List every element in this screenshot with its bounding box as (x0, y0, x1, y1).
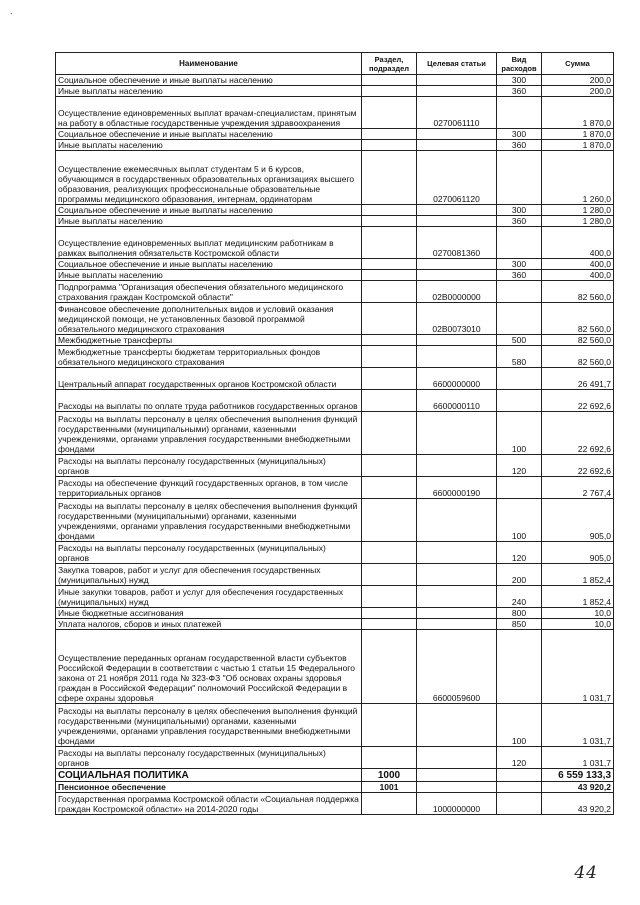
row-kind (497, 227, 542, 259)
row-kind: 850 (497, 619, 542, 630)
table-row (56, 499, 614, 542)
row-code (417, 270, 497, 281)
row-sum: 1 870,0 (542, 97, 614, 129)
row-section (362, 346, 417, 368)
row-kind (497, 368, 542, 390)
row-kind: 360 (497, 86, 542, 97)
table-row (56, 346, 614, 368)
row-kind: 500 (497, 335, 542, 346)
row-kind (497, 793, 542, 815)
row-sum: 1 260,0 (542, 151, 614, 205)
row-code (417, 205, 497, 216)
row-sum: 905,0 (542, 542, 614, 564)
row-sum: 2 767,4 (542, 477, 614, 499)
row-section (362, 747, 417, 769)
table-row (56, 542, 614, 564)
table-row (56, 227, 614, 259)
row-kind: 100 (497, 704, 542, 747)
table-row (56, 97, 614, 129)
row-name: Социальное обеспечение и иные выплаты населению (56, 259, 362, 270)
table-row (56, 303, 614, 335)
row-name: Расходы на выплаты персоналу в целях обеспечения выполнения функций государственными (муниципальными) органами, казенными учреждениями, органами управления государственными внебюджетными фондами (56, 704, 362, 747)
row-code (417, 586, 497, 608)
row-section (362, 368, 417, 390)
row-kind: 800 (497, 608, 542, 619)
row-section (362, 477, 417, 499)
table-row (56, 747, 614, 769)
budget-table (55, 52, 614, 815)
row-sum: 1 852,4 (542, 564, 614, 586)
page-number: 44 (574, 863, 598, 883)
row-section (362, 630, 417, 704)
row-sum: 1 280,0 (542, 205, 614, 216)
row-kind (497, 97, 542, 129)
row-code (417, 704, 497, 747)
row-section (362, 227, 417, 259)
header-section: Раздел, подраздел (362, 53, 417, 75)
row-code (417, 542, 497, 564)
row-section (362, 704, 417, 747)
row-sum: 1 870,0 (542, 129, 614, 140)
row-kind: 100 (497, 499, 542, 542)
row-section (362, 259, 417, 270)
row-code (417, 346, 497, 368)
row-sum: 400,0 (542, 270, 614, 281)
row-code: 0270061110 (417, 97, 497, 129)
row-section (362, 270, 417, 281)
row-name: Расходы на выплаты персоналу государственных (муниципальных) органов (56, 455, 362, 477)
row-kind: 580 (497, 346, 542, 368)
row-sum: 43 920,2 (542, 782, 614, 793)
row-code (417, 499, 497, 542)
row-section (362, 140, 417, 151)
row-section (362, 129, 417, 140)
row-code (417, 564, 497, 586)
row-name: Государственная программа Костромской области «Социальная поддержка граждан Костромской области» на 2014-2020 годы (56, 793, 362, 815)
row-code (417, 455, 497, 477)
row-section (362, 216, 417, 227)
row-sum: 10,0 (542, 608, 614, 619)
row-name: Социальное обеспечение и иные выплаты населению (56, 129, 362, 140)
row-sum: 1 031,7 (542, 704, 614, 747)
row-code: 02В0000000 (417, 281, 497, 303)
table-row (56, 281, 614, 303)
row-sum: 400,0 (542, 259, 614, 270)
row-name: Расходы на обеспечение функций государственных органов, в том числе территориальных органов (56, 477, 362, 499)
row-code (417, 86, 497, 97)
row-name: Подпрограмма "Организация обеспечения обязательного медицинского страхования граждан Костромской области" (56, 281, 362, 303)
table-row (56, 270, 614, 281)
row-section (362, 608, 417, 619)
row-section (362, 542, 417, 564)
row-name: СОЦИАЛЬНАЯ ПОЛИТИКА (56, 769, 362, 782)
row-code (417, 782, 497, 793)
table-row (56, 86, 614, 97)
table-row (56, 412, 614, 455)
table-row (56, 564, 614, 586)
row-kind: 120 (497, 542, 542, 564)
row-name: Расходы на выплаты персоналу государственных (муниципальных) органов (56, 747, 362, 769)
row-kind: 120 (497, 747, 542, 769)
table-row (56, 619, 614, 630)
row-name: Иные выплаты населению (56, 270, 362, 281)
row-code (417, 619, 497, 630)
row-code: 6600000000 (417, 368, 497, 390)
row-code (417, 335, 497, 346)
table-row (56, 368, 614, 390)
row-section (362, 205, 417, 216)
table-row (56, 129, 614, 140)
header-kind: Вид расходов (497, 53, 542, 75)
row-kind (497, 281, 542, 303)
row-sum: 82 560,0 (542, 335, 614, 346)
row-section (362, 793, 417, 815)
row-name: Расходы на выплаты по оплате труда работников государственных органов (56, 390, 362, 412)
row-name: Осуществление переданных органам государственной власти субъектов Российской Федерации в соответствии с частью 1 статьи 15 Федерального закона от 21 ноября 2011 года № 323-ФЗ "Об основах охраны здоровья граждан в Российской Федерации" полномочий Российской Федерации в сфере охраны здоровья (56, 630, 362, 704)
row-name: Центральный аппарат государственных органов Костромской области (56, 368, 362, 390)
row-section (362, 75, 417, 86)
row-kind: 300 (497, 259, 542, 270)
row-name: Межбюджетные трансферты бюджетам территориальных фондов обязательного медицинского страхования (56, 346, 362, 368)
row-code (417, 140, 497, 151)
row-name: Закупка товаров, работ и услуг для обеспечения государственных (муниципальных) нужд (56, 564, 362, 586)
table-row (56, 608, 614, 619)
table-row (56, 75, 614, 86)
row-sum: 22 692,6 (542, 455, 614, 477)
scan-mark: ` (10, 12, 13, 22)
row-kind: 200 (497, 564, 542, 586)
table-row (56, 216, 614, 227)
row-sum: 400,0 (542, 227, 614, 259)
row-kind (497, 782, 542, 793)
row-kind (497, 390, 542, 412)
row-section (362, 97, 417, 129)
row-sum: 1 870,0 (542, 140, 614, 151)
table-row (56, 586, 614, 608)
row-kind: 300 (497, 205, 542, 216)
row-name: Финансовое обеспечение дополнительных видов и условий оказания медицинской помощи, не установленных базовой программой обязательного медицинского страхования (56, 303, 362, 335)
row-kind: 360 (497, 216, 542, 227)
table-row (56, 455, 614, 477)
row-code: 0270081360 (417, 227, 497, 259)
row-code: 6600000190 (417, 477, 497, 499)
row-kind (497, 477, 542, 499)
row-code (417, 747, 497, 769)
row-section (362, 564, 417, 586)
row-section (362, 586, 417, 608)
row-code (417, 216, 497, 227)
table-row (56, 769, 614, 782)
row-name: Расходы на выплаты персоналу государственных (муниципальных) органов (56, 542, 362, 564)
row-section (362, 455, 417, 477)
row-section (362, 335, 417, 346)
row-code (417, 608, 497, 619)
row-code (417, 129, 497, 140)
row-section (362, 412, 417, 455)
row-kind (497, 151, 542, 205)
row-kind: 300 (497, 75, 542, 86)
row-name: Иные выплаты населению (56, 86, 362, 97)
row-name: Иные бюджетные ассигнования (56, 608, 362, 619)
table-row (56, 140, 614, 151)
row-name: Пенсионное обеспечение (56, 782, 362, 793)
row-name: Иные закупки товаров, работ и услуг для обеспечения государственных (муниципальных) нужд (56, 586, 362, 608)
row-section: 1001 (362, 782, 417, 793)
row-section (362, 151, 417, 205)
table-row (56, 151, 614, 205)
row-kind: 360 (497, 140, 542, 151)
row-section (362, 499, 417, 542)
row-section (362, 619, 417, 630)
table-row (56, 630, 614, 704)
header-target: Целевая статьи (417, 53, 497, 75)
row-code: 6600000110 (417, 390, 497, 412)
row-kind (497, 303, 542, 335)
row-name: Иные выплаты населению (56, 140, 362, 151)
row-code: 6600059600 (417, 630, 497, 704)
row-kind (497, 769, 542, 782)
row-kind: 120 (497, 455, 542, 477)
row-name: Осуществление единовременных выплат врачам-специалистам, принятым на работу в областные государственные учреждения здравоохранения (56, 97, 362, 129)
row-sum: 82 560,0 (542, 346, 614, 368)
row-sum: 26 491,7 (542, 368, 614, 390)
row-kind (497, 630, 542, 704)
row-name: Осуществление ежемесячных выплат студентам 5 и 6 курсов, обучающимся в государственных образовательных организациях высшего образования, реализующих профессиональные образовательные программы медицинского образования, интернам, ординаторам (56, 151, 362, 205)
row-code (417, 412, 497, 455)
row-kind: 100 (497, 412, 542, 455)
row-kind: 240 (497, 586, 542, 608)
row-name: Социальное обеспечение и иные выплаты населению (56, 75, 362, 86)
row-code: 02В0073010 (417, 303, 497, 335)
table-row (56, 782, 614, 793)
table-row (56, 259, 614, 270)
table-row (56, 205, 614, 216)
header-sum: Сумма (542, 53, 614, 75)
row-sum: 1 031,7 (542, 630, 614, 704)
row-code: 1000000000 (417, 793, 497, 815)
row-name: Осуществление единовременных выплат медицинским работникам в рамках выполнения обязательств Костромской области (56, 227, 362, 259)
table-row (56, 335, 614, 346)
row-name: Расходы на выплаты персоналу в целях обеспечения выполнения функций государственными (муниципальными) органами, казенными учреждениями, органами управления государственными внебюджетными фондами (56, 412, 362, 455)
row-sum: 200,0 (542, 75, 614, 86)
table-header-row (56, 53, 614, 75)
row-code: 0270061120 (417, 151, 497, 205)
row-section (362, 281, 417, 303)
row-sum: 1 852,4 (542, 586, 614, 608)
row-sum: 1 031,7 (542, 747, 614, 769)
row-code (417, 769, 497, 782)
row-sum: 200,0 (542, 86, 614, 97)
row-code (417, 259, 497, 270)
row-name: Иные выплаты населению (56, 216, 362, 227)
row-code (417, 75, 497, 86)
row-sum: 905,0 (542, 499, 614, 542)
row-name: Социальное обеспечение и иные выплаты населению (56, 205, 362, 216)
row-name: Межбюджетные трансферты (56, 335, 362, 346)
table-row (56, 704, 614, 747)
row-sum: 1 280,0 (542, 216, 614, 227)
row-sum: 82 560,0 (542, 303, 614, 335)
row-sum: 82 560,0 (542, 281, 614, 303)
row-kind: 300 (497, 129, 542, 140)
row-section (362, 86, 417, 97)
row-section (362, 303, 417, 335)
row-sum: 22 692,6 (542, 412, 614, 455)
row-sum: 10,0 (542, 619, 614, 630)
row-section: 1000 (362, 769, 417, 782)
row-sum: 22 692,6 (542, 390, 614, 412)
table-row (56, 477, 614, 499)
row-name: Уплата налогов, сборов и иных платежей (56, 619, 362, 630)
row-sum: 6 559 133,3 (542, 769, 614, 782)
row-sum: 43 920,2 (542, 793, 614, 815)
table-row (56, 390, 614, 412)
row-kind: 360 (497, 270, 542, 281)
row-name: Расходы на выплаты персоналу в целях обеспечения выполнения функций государственными (муниципальными) органами, казенными учреждениями, органами управления государственными внебюджетными фондами (56, 499, 362, 542)
table-body (56, 75, 614, 815)
header-name: Наименование (56, 53, 362, 75)
table-row (56, 793, 614, 815)
row-section (362, 390, 417, 412)
